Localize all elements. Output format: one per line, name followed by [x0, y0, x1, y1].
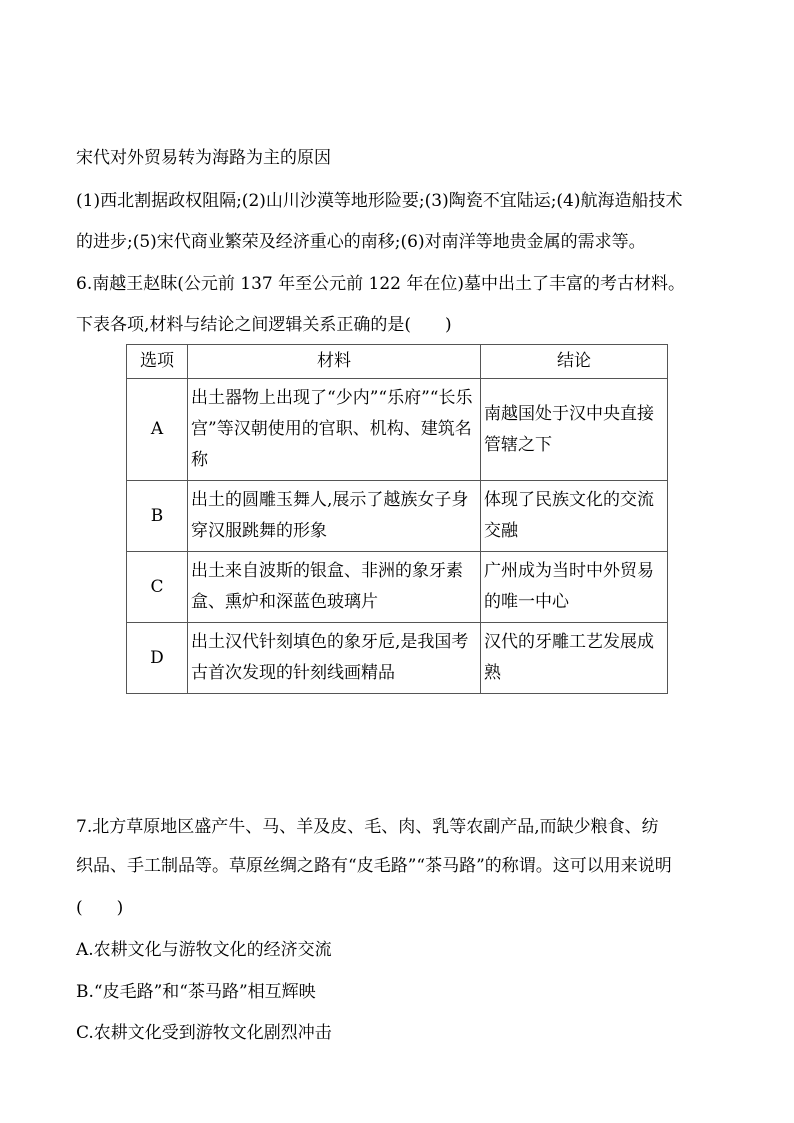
row-conclusion: 南越国处于汉中央直接管辖之下	[481, 379, 668, 481]
table-row	[127, 623, 668, 694]
row-material: 出土汉代针刻填色的象牙卮,是我国考古首次发现的针刻线画精品	[188, 623, 481, 694]
q7-option-b: B.“皮毛路”和“茶马路”相互辉映	[76, 982, 316, 1002]
intro-line-2: 的进步;(5)宋代商业繁荣及经济重心的南移;(6)对南洋等地贵金属的需求等。	[76, 232, 646, 252]
q6-stem-line-2: 下表各项,材料与结论之间逻辑关系正确的是( )	[76, 315, 452, 335]
q6-table	[126, 344, 668, 694]
q7-option-c: C.农耕文化受到游牧文化剧烈冲击	[76, 1023, 332, 1043]
row-material: 出土器物上出现了“少内”“乐府”“长乐宫”等汉朝使用的官职、机构、建筑名称	[188, 379, 481, 481]
table-row	[127, 379, 668, 481]
row-option: A	[127, 379, 188, 481]
q7-stem-line-2: 织品、手工制品等。草原丝绸之路有“皮毛路”“茶马路”的称谓。这可以用来说明	[76, 856, 672, 876]
row-option: D	[127, 623, 188, 694]
row-material: 出土的圆雕玉舞人,展示了越族女子身穿汉服跳舞的形象	[188, 481, 481, 552]
intro-heading: 宋代对外贸易转为海路为主的原因	[76, 148, 331, 168]
header-material: 材料	[188, 345, 481, 379]
table-header-row	[127, 345, 668, 379]
header-option: 选项	[127, 345, 188, 379]
q7-option-a: A.农耕文化与游牧文化的经济交流	[76, 940, 332, 960]
row-option: C	[127, 552, 188, 623]
table-row	[127, 481, 668, 552]
row-material: 出土来自波斯的银盒、非洲的象牙素盒、熏炉和深蓝色玻璃片	[188, 552, 481, 623]
q7-stem-line-3: ( )	[76, 898, 124, 918]
q7-stem-line-1: 7.北方草原地区盛产牛、马、羊及皮、毛、肉、乳等农副产品,而缺少粮食、纺	[76, 817, 659, 837]
row-conclusion: 广州成为当时中外贸易的唯一中心	[481, 552, 668, 623]
table-row	[127, 552, 668, 623]
row-conclusion: 汉代的牙雕工艺发展成熟	[481, 623, 668, 694]
row-conclusion: 体现了民族文化的交流交融	[481, 481, 668, 552]
intro-line-1: (1)西北割据政权阻隔;(2)山川沙漠等地形险要;(3)陶瓷不宜陆运;(4)航海造船技术	[76, 191, 683, 211]
row-option: B	[127, 481, 188, 552]
header-conclusion: 结论	[481, 345, 668, 379]
q6-stem-line-1: 6.南越王赵眜(公元前 137 年至公元前 122 年在位)墓中出土了丰富的考古材料。	[76, 274, 685, 294]
